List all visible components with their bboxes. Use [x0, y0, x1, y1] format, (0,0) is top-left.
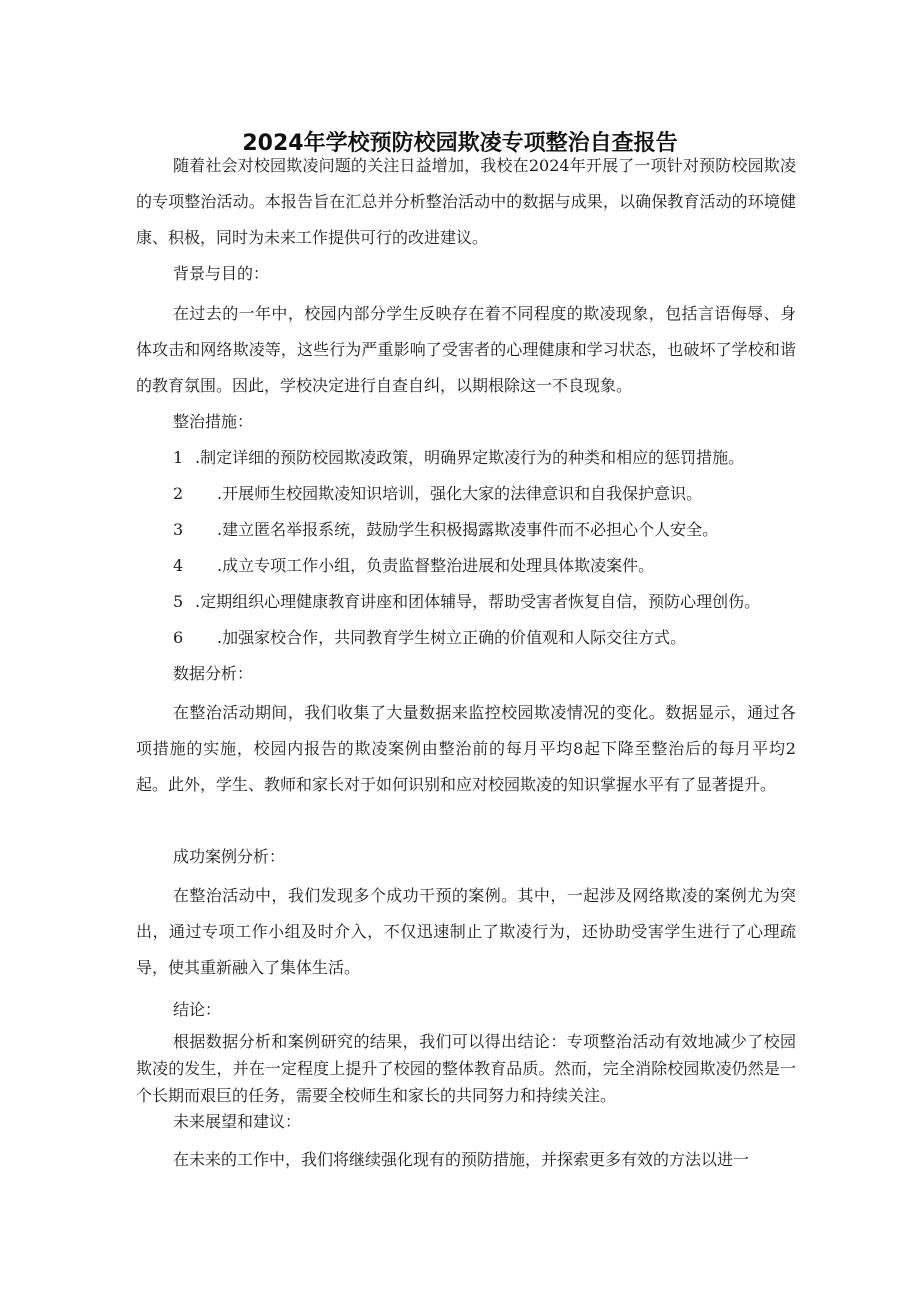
measure-text: .成立专项工作小组，负责监督整治进展和处理具体欺凌案件。	[217, 556, 655, 575]
measure-number: 1	[173, 448, 184, 467]
measure-item	[173, 554, 654, 578]
measure-text: .建立匿名举报系统，鼓励学生积极揭露欺凌事件而不必担心个人安全。	[217, 520, 719, 539]
background-heading: 背景与目的：	[173, 264, 270, 283]
measure-item	[173, 590, 760, 614]
measure-number: 2	[173, 484, 184, 503]
case-analysis-paragraph: 在整治活动中，我们发现多个成功干预的案例。其中，一起涉及网络欺凌的案例尤为突出，通过专项工作小组及时介入，不仅迅速制止了欺凌行为，还协助受害学生进行了心理疏导，使其重新融入了集体生活。	[136, 886, 796, 977]
measure-text: .开展师生校园欺凌知识培训，强化大家的法律意识和自我保护意识。	[217, 484, 703, 503]
conclusion-heading: 结论：	[173, 1000, 222, 1019]
background-paragraph: 在过去的一年中，校园内部分学生反映存在着不同程度的欺凌现象，包括言语侮辱、身体攻击和网络欺凌等，这些行为严重影响了受害者的心理健康和学习状态，也破坏了学校和谐的教育氛围。因此，学校决定进行自查自纠，以期根除这一不良现象。	[136, 304, 796, 395]
data-analysis-paragraph: 在整治活动期间，我们收集了大量数据来监控校园欺凌情况的变化。数据显示，通过各项措施的实施，校园内报告的欺凌案例由整治前的每月平均8起下降至整治后的每月平均2起。此外，学生、教师和家长对于如何识别和应对校园欺凌的知识掌握水平有了显著提升。	[136, 703, 796, 794]
conclusion-paragraph: 根据数据分析和案例研究的结果，我们可以得出结论：专项整治活动有效地减少了校园欺凌的发生，并在一定程度上提升了校园的整体教育品质。然而，完全消除校园欺凌仍然是一个长期而艰巨的任务，需要全校师生和家长的共同努力和持续关注。	[136, 1032, 796, 1105]
measure-number: 3	[173, 520, 184, 539]
measure-item	[173, 446, 744, 470]
intro-paragraph: 随着社会对校园欺凌问题的关注日益增加，我校在2024年开展了一项针对预防校园欺凌的专项整治活动。本报告旨在汇总并分析整治活动中的数据与成果，以确保教育活动的环境健康、积极，同时为未来工作提供可行的改进建议。	[136, 156, 796, 247]
case-analysis-heading: 成功案例分析：	[173, 847, 286, 866]
measure-number: 4	[173, 556, 184, 575]
outlook-heading: 未来展望和建议：	[173, 1112, 302, 1131]
measure-text: .制定详细的预防校园欺凌政策，明确界定欺凌行为的种类和相应的惩罚措施。	[195, 448, 745, 467]
measure-number: 6	[173, 628, 184, 647]
measure-text: .加强家校合作，共同教育学生树立正确的价值观和人际交往方式。	[217, 628, 687, 647]
document-title: 2024年学校预防校园欺凌专项整治自查报告	[242, 130, 678, 156]
data-analysis-heading: 数据分析：	[173, 664, 254, 683]
measure-item	[173, 518, 718, 542]
measure-number: 5	[173, 592, 184, 611]
measure-text: .定期组织心理健康教育讲座和团体辅导，帮助受害者恢复自信，预防心理创伤。	[195, 592, 761, 611]
outlook-paragraph: 在未来的工作中，我们将继续强化现有的预防措施，并探索更多有效的方法以进一	[173, 1150, 750, 1169]
measure-item	[173, 626, 686, 650]
measures-heading: 整治措施：	[173, 412, 254, 431]
measure-item	[173, 482, 702, 506]
